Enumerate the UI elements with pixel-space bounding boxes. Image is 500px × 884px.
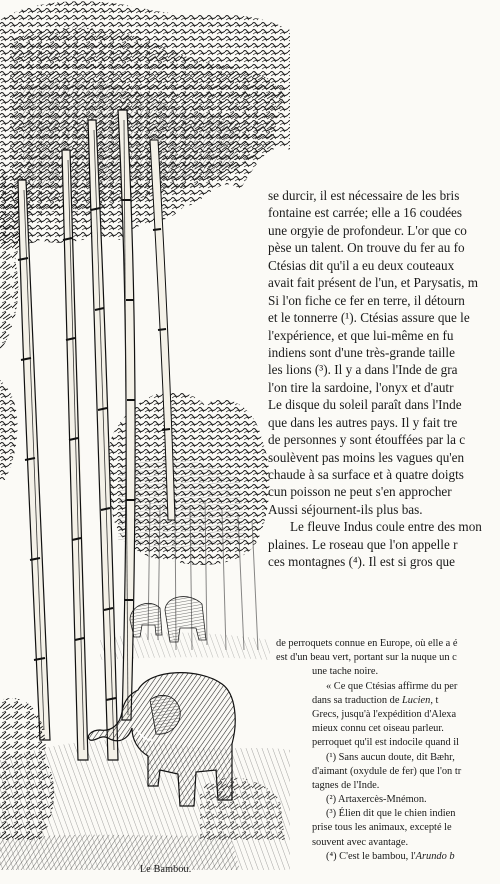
footnote-line: « Ce que Ctésias affirme du per xyxy=(326,680,458,692)
text-line: Ctésias dit qu'il a eu deux couteaux xyxy=(268,257,455,273)
text-line: l'on tire la sardoine, l'onyx et d'autr xyxy=(268,379,454,395)
text-line: avait fait présent de l'un, et Parysatis, m xyxy=(268,275,479,291)
footnote-line: (⁴) C'est le bambou, l'Arundo b xyxy=(326,850,455,862)
footnotes xyxy=(276,637,500,864)
text-line: Le fleuve Indus coule entre des mon xyxy=(290,519,482,535)
text-line: ces montagnes (⁴). Il est si gros que xyxy=(268,554,455,570)
footnote-line: d'aimant (oxydule de fer) que l'on tr xyxy=(312,765,462,777)
text-line: et le tonnerre (¹). Ctésias assure que le xyxy=(268,310,470,326)
figure-caption: Le Bambou. xyxy=(140,864,192,875)
footnote-line: une tache noire. xyxy=(312,666,379,678)
footnote-line: mieux connu cet oiseau parleur. xyxy=(312,723,444,735)
main-text-column xyxy=(268,187,500,571)
text-line: pèse un talent. On trouve du fer au fo xyxy=(268,240,465,256)
text-line: plaines. Le roseau que l'on appelle r xyxy=(268,536,458,552)
text-line: une orgyie de profondeur. L'or que co xyxy=(268,222,467,238)
text-line: Aussi séjournent-ils plus bas. xyxy=(268,501,423,517)
text-line: Si l'on fiche ce fer en terre, il détourn xyxy=(268,292,465,308)
text-line: se durcir, il est nécessaire de les bris xyxy=(268,188,460,203)
footnote-line: perroquet qu'il est indocile quand il xyxy=(312,737,460,749)
footnote-line: (²) Artaxercès-Mnémon. xyxy=(326,794,427,806)
footnote-line: Grecs, jusqu'à l'expédition d'Alexa xyxy=(312,708,457,720)
text-line: l'expérience, et que lui-même en fu xyxy=(268,327,454,343)
text-line: cun poisson ne peut s'en approcher xyxy=(268,484,452,500)
footnote-line: tagnes de l'Inde. xyxy=(312,779,380,791)
footnote-line: prise tous les animaux, excepté le xyxy=(312,822,452,834)
text-line: de personnes y sont étouffées par la c xyxy=(268,432,466,448)
text-line: que dans les autres pays. Il y fait tre xyxy=(268,414,458,430)
text-line: les lions (³). Il y a dans l'Inde de gra xyxy=(268,362,458,378)
footnote-line: (³) Élien dit que le chien indien xyxy=(326,808,456,820)
footnote-line: (¹) Sans aucun doute, dit Bæhr, xyxy=(326,751,455,763)
footnote-line: est d'un beau vert, portant sur la nuque un c xyxy=(276,652,457,664)
text-line: Le disque du soleil paraît dans l'Inde xyxy=(268,397,462,413)
text-line: chaude à sa surface et à quatre doigts xyxy=(268,467,464,482)
text-line: soulèvent pas moins les vagues qu'en xyxy=(268,449,465,465)
footnote-line: dans sa traduction de Lucien, t xyxy=(312,694,439,706)
text-line: fontaine est carrée; elle a 16 coudées xyxy=(268,205,463,221)
footnote-line: souvent avec avantage. xyxy=(312,836,409,848)
footnote-line: de perroquets connue en Europe, où elle a é xyxy=(276,638,458,649)
text-line: indiens sont d'une très-grande taille xyxy=(268,344,455,360)
